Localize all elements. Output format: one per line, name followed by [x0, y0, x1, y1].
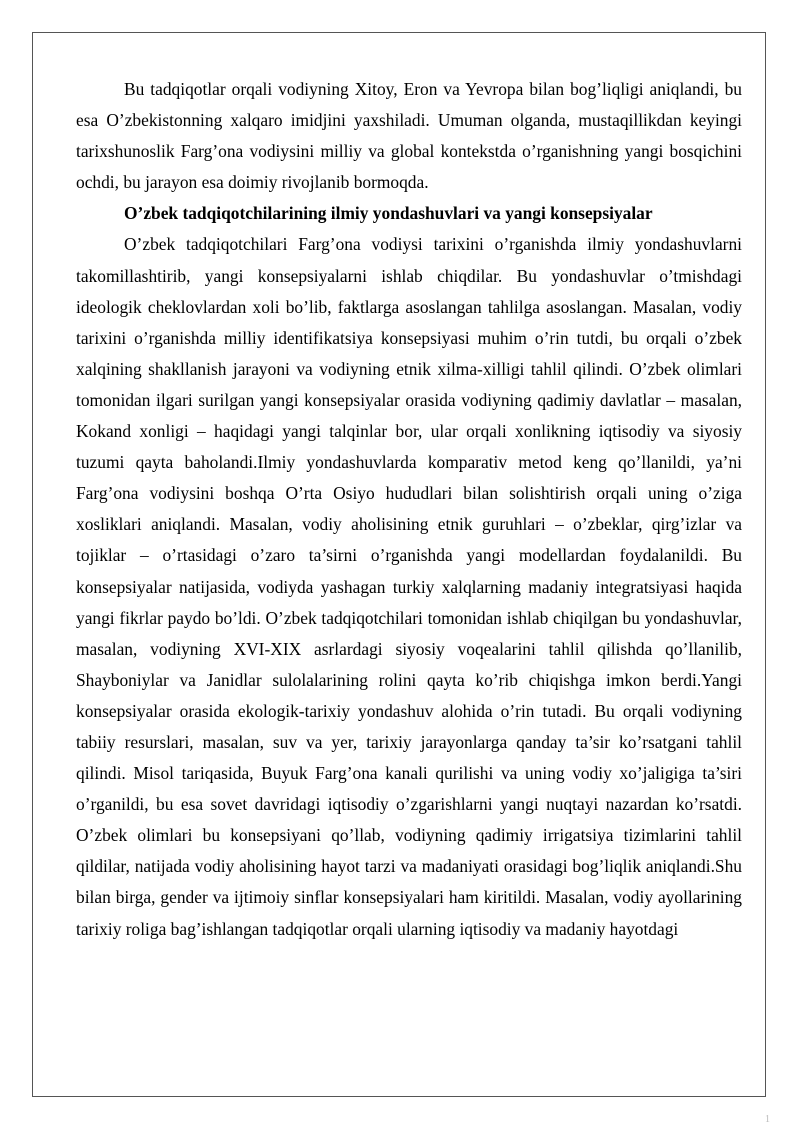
- paragraph-intro: Bu tadqiqotlar orqali vodiyning Xitoy, Eron va Yevropa bilan bog’liqligi aniqlandi, bu esa O’zbekistonning xalqaro imidjini yaxshiladi. Umuman olganda, mustaqillikdan keyingi tarixshunoslik Farg’ona vodiysini milliy va global kontekstda o’rganishning yangi bosqichini ochdi, bu jarayon esa doimiy rivojlanib bormoqda.: [76, 79, 742, 193]
- section-heading: O’zbek tadqiqotchilarining ilmiy yondashuvlari va yangi konsepsiyalar: [124, 203, 653, 224]
- document-body: [76, 74, 742, 945]
- paragraph-main: O’zbek tadqiqotchilari Farg’ona vodiysi tarixini o’rganishda ilmiy yondashuvlarni takomillashtirib, yangi konsepsiyalarni ishlab chiqdilar. Bu yondashuvlar o’tmishdagi ideologik cheklovlardan xoli bo’lib, faktlarga asoslangan tahlilga asoslangan. Masalan, vodiy tarixini o’rganishda milliy identifikatsiya konsepsiyasi muhim o’rin tutdi, bu orqali o’zbek xalqining shakllanish jarayoni va vodiyning etnik xilma-xilligi tahlil qilindi. O’zbek olimlari tomonidan ilgari surilgan yangi konsepsiyalar orasida vodiyning qadimiy davlatlar – masalan, Kokand xonligi – haqidagi yangi talqinlar bor, ular orqali xonlikning iqtisodiy va siyosiy tuzumi qayta baholandi.Ilmiy yondashuvlarda komparativ metod keng qo’llanildi, ya’ni Farg’ona vodiysini boshqa O’rta Osiyo hududlari bilan solishtirish orqali uning o’ziga xosliklari aniqlandi. Masalan, vodiy aholisining etnik guruhlari – o’zbeklar, qirg’izlar va tojiklar – o’rtasidagi o’zaro ta’sirni o’rganishda yangi modellardan foydalanildi. Bu konsepsiyalar natijasida, vodiyda yashagan turkiy xalqlarning madaniy integratsiyasi haqida yangi fikrlar paydo bo’ldi. O’zbek tadqiqotchilari tomonidan ishlab chiqilgan bu yondashuvlar, masalan, vodiyning XVI-XIX asrlardagi siyosiy voqealarini tahlil qilishda qo’llanilib, Shayboniylar va Janidlar sulolalarining rolini qayta ko’rib chiqishga imkon berdi.Yangi konsepsiyalar orasida ekologik-tarixiy yondashuv alohida o’rin tutadi. Bu orqali vodiyning tabiiy resurslari, masalan, suv va yer, tarixiy jarayonlarga qanday ta’sir ko’rsatgani tahlil qilindi. Misol tariqasida, Buyuk Farg’ona kanali qurilishi va uning vodiy xo’jaligiga ta’siri o’rganildi, bu esa sovet davridagi iqtisodiy o’zgarishlarni yangi nuqtayi nazardan ko’rsatdi. O’zbek olimlari bu konsepsiyani qo’llab, vodiyning qadimiy irrigatsiya tizimlarini tahlil qildilar, natijada vodiy aholisining hayot tarzi va madaniyati orasidagi bog’liqlik aniqlandi.Shu bilan birga, gender va ijtimoiy sinflar konsepsiyalari ham kiritildi. Masalan, vodiy ayollarining tarixiy roliga bag’ishlangan tadqiqotlar orqali ularning iqtisodiy va madaniy hayotdagi: [76, 234, 742, 939]
- page-number: 1: [765, 1114, 770, 1125]
